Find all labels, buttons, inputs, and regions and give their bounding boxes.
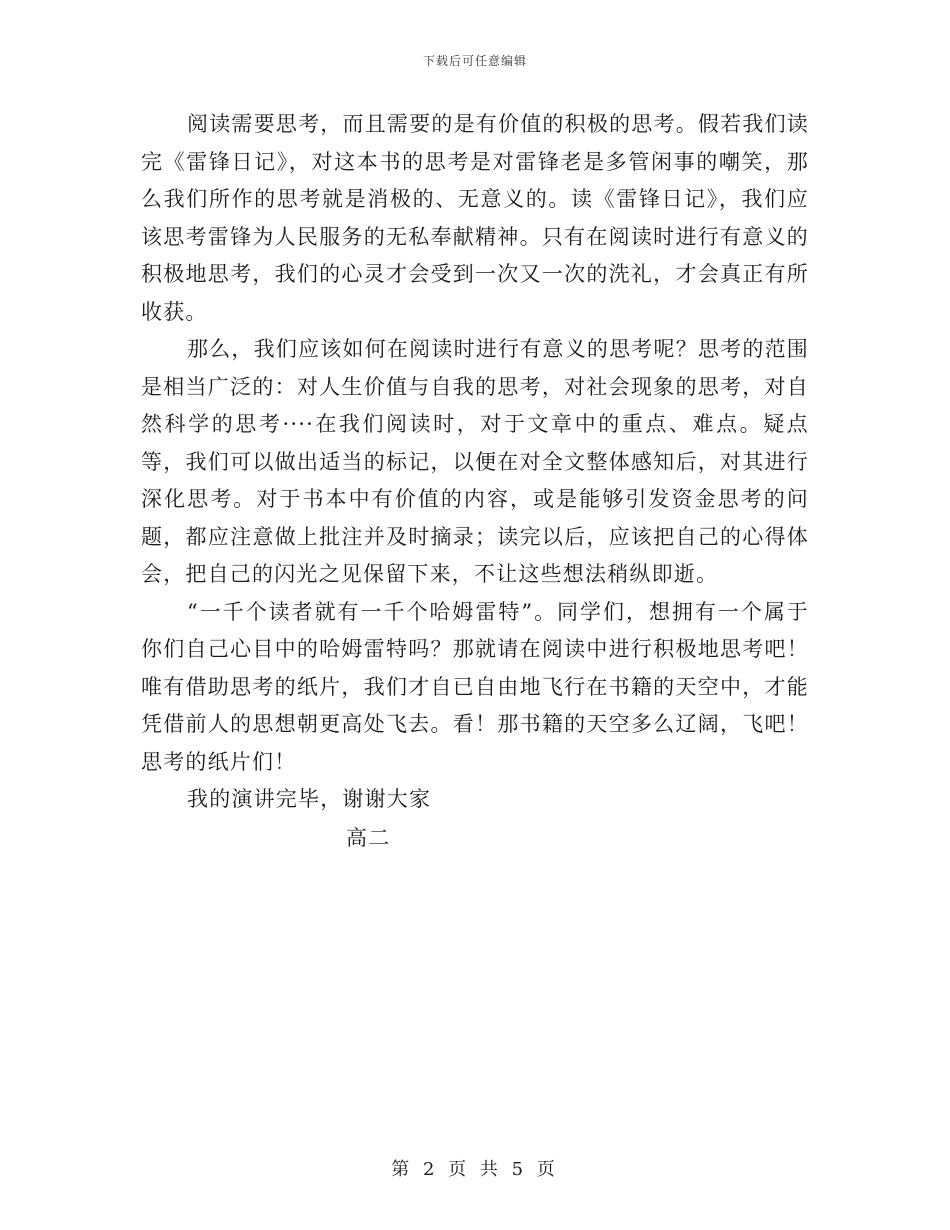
paragraph-1: 阅读需要思考，而且需要的是有价值的积极的思考。假若我们读完《雷锋日记》，对这本书的思考是对雷锋老是多管闲事的嘲笑，那么我们所作的思考就是消极的、无意义的。读《雷锋日记》，我们应该思考雷锋为人民服务的无私奉献精神。只有在阅读时进行有意义的积极地思考，我们的心灵才会受到一次又一次的洗礼，才会真正有所收获。 [141,112,809,324]
paragraph-2: 那么，我们应该如何在阅读时进行有意义的思考呢？思考的范围是相当广泛的：对人生价值与自我的思考，对社会现象的思考，对自然科学的思考····在我们阅读时，对于文章中的重点、难点。疑点等，我们可以做出适当的标记，以便在对全文整体感知后，对其进行深化思考。对于书本中有价值的内容，或是能够引发资金思考的问题，都应注意做上批注并及时摘录；读完以后，应该把自己的心得体会，把自己的闪光之见保留下来，不让这些想法稍纵即逝。 [141,337,809,586]
page-number-footer: 第 2 页 共 5 页 [391,1159,559,1180]
paragraph-3: “一千个读者就有一千个哈姆雷特”。同学们，想拥有一个属于你们自己心目中的哈姆雷特吗？那就请在阅读中进行积极地思考吧！唯有借助思考的纸片，我们才自已自由地飞行在书籍的天空中，才能凭借前人的思想朝更高处飞去。看！那书籍的天空多么辽阔，飞吧！思考的纸片们！ [141,599,809,774]
page-header: 下载后可任意编辑 [422,54,527,68]
signature: 高二 [346,825,391,850]
document-body [141,106,809,857]
closing-remark: 我的演讲完毕，谢谢大家 [187,787,432,811]
